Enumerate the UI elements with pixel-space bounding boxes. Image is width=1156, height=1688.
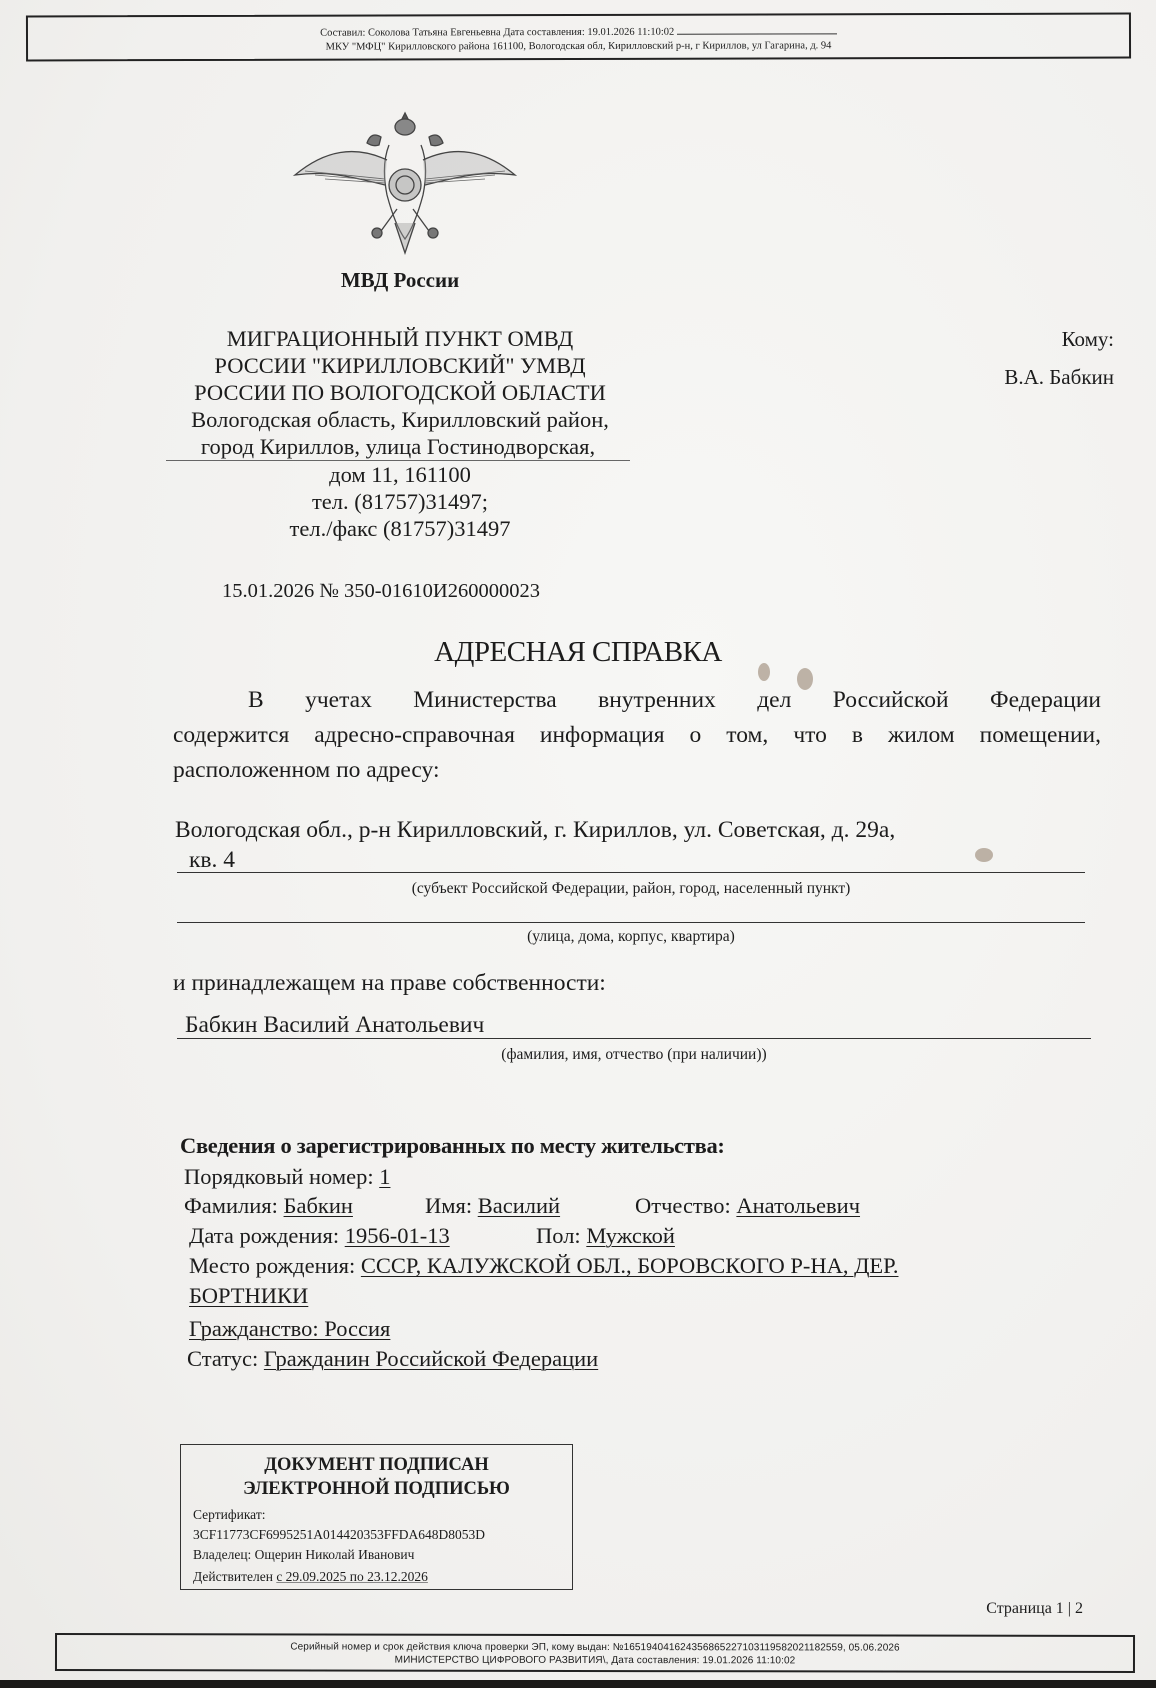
- issuer-address-line: Вологодская область, Кирилловский район,: [191, 407, 609, 432]
- field-label: Дата рождения:: [189, 1223, 340, 1248]
- birthplace-continuation: [189, 1283, 308, 1309]
- address-line: кв. 4: [189, 847, 236, 873]
- field-label: Место рождения:: [189, 1253, 356, 1278]
- first-name-field: [425, 1193, 560, 1219]
- street-underline: [177, 922, 1085, 923]
- field-label: Пол:: [536, 1223, 581, 1248]
- intro-line: содержится адресно-справочная информация о том, что в жилом помещении,: [173, 722, 1101, 748]
- compiled-by-box: [26, 13, 1131, 62]
- field-label: Порядковый номер:: [184, 1164, 374, 1189]
- field-value: Гражданство: Россия: [189, 1316, 391, 1341]
- double-headed-eagle-emblem-icon: [285, 105, 525, 265]
- issuer-phone: тел. (81757)31497;: [311, 489, 489, 514]
- certificate-owner: Владелец: Ощерин Николай Иванович: [193, 1547, 415, 1562]
- address-line: Вологодская обл., р-н Кирилловский, г. Кириллов, ул. Советская, д. 29а,: [175, 817, 896, 843]
- owner-underline: [177, 1038, 1091, 1039]
- certificate-label: Сертификат:: [193, 1507, 266, 1522]
- page-number: Страница 1 | 2: [986, 1600, 1083, 1617]
- sex-field: [536, 1223, 675, 1249]
- field-value: Мужской: [586, 1223, 675, 1248]
- owner-caption: (фамилия, имя, отчество (при наличии)): [501, 1046, 767, 1063]
- patronymic-field: [635, 1193, 860, 1219]
- certificate-validity: [193, 1569, 428, 1585]
- field-value: Бабкин: [283, 1193, 353, 1218]
- street-caption: (улица, дома, корпус, квартира): [527, 928, 735, 945]
- owner-name: Бабкин Василий Анатольевич: [185, 1012, 485, 1038]
- issuer-address-line: дом 11, 161100: [329, 462, 471, 487]
- validity-label: Действителен: [193, 1569, 277, 1584]
- field-value: СССР, КАЛУЖСКОЙ ОБЛ., БОРОВСКОГО Р-НА, ДЕР.: [360, 1253, 899, 1278]
- issuer-line: МИГРАЦИОННЫЙ ПУНКТ ОМВД: [226, 326, 574, 351]
- field-label: Статус:: [187, 1346, 259, 1371]
- status-field: [187, 1346, 598, 1372]
- document-title: АДРЕСНАЯ СПРАВКА: [434, 636, 722, 668]
- field-label: Отчество:: [635, 1193, 731, 1218]
- issuer-address-line: город Кириллов, улица Гостинодворская,: [166, 433, 630, 461]
- blank-line: [677, 23, 837, 34]
- agency-name: МВД России: [340, 268, 460, 292]
- validity-range: с 29.09.2025 по 23.12.2026: [276, 1569, 428, 1584]
- address-underline: [177, 872, 1085, 873]
- birth-date-field: [189, 1223, 450, 1249]
- birthplace-field: [189, 1253, 899, 1279]
- certificate-number: 3CF11773CF6995251A014420353FFDA648D8053D: [193, 1527, 486, 1542]
- compiled-by-text: Составил: Соколова Татьяна Евгеньевна Дата составления: 19.01.2026 11:10:02: [320, 26, 675, 39]
- citizenship-field: [189, 1316, 390, 1342]
- intro-line: В учетах Министерства внутренних дел Российской Федерации: [248, 687, 1101, 713]
- signature-heading: [181, 1453, 572, 1501]
- issuer-line: РОССИИ "КИРИЛЛОВСКИЙ" УМВД: [214, 353, 586, 378]
- field-value: 1: [379, 1164, 391, 1189]
- recipient-label: Кому:: [1061, 327, 1114, 351]
- issuer-block: [160, 325, 640, 542]
- address-caption: (субъект Российской Федерации, район, город, населенный пункт): [411, 880, 851, 897]
- intro-paragraph: [173, 683, 1101, 788]
- mfc-address-text: МКУ "МФЦ" Кирилловского района 161100, Вологодская обл, Кирилловский р-н, г Кириллов, ул Гагарина, д. 94: [325, 40, 832, 53]
- ordinal-number-field: [184, 1164, 390, 1190]
- issuer-fax: тел./факс (81757)31497: [289, 516, 511, 541]
- background-surface: [0, 1680, 1156, 1688]
- signature-heading-line: ДОКУМЕНТ ПОДПИСАН: [264, 1455, 489, 1475]
- verification-key-line: Серийный номер и срок действия ключа проверки ЭП, кому выдан: №165194041624356865227103119582021182559, 05.06.2026: [290, 1641, 900, 1654]
- ministry-line: МИНИСТЕРСТВО ЦИФРОВОГО РАЗВИТИЯ\, Дата составления: 19.01.2026 11:10:02: [394, 1654, 796, 1667]
- verification-key-box: [55, 1633, 1135, 1673]
- field-value: Анатольевич: [736, 1193, 861, 1218]
- field-value: Гражданин Российской Федерации: [263, 1346, 599, 1371]
- ownership-intro: и принадлежащем на праве собственности:: [173, 970, 606, 996]
- registration-number: 15.01.2026 № 350-01610И260000023: [222, 580, 540, 602]
- field-value: Василий: [477, 1193, 561, 1218]
- property-address: [175, 815, 1090, 875]
- surname-field: [184, 1193, 353, 1219]
- field-label: Фамилия:: [184, 1193, 278, 1218]
- field-label: Имя:: [425, 1193, 473, 1218]
- intro-line: расположенном по адресу:: [173, 757, 440, 783]
- stain: [758, 663, 770, 681]
- registered-section-title: Сведения о зарегистрированных по месту жительства:: [180, 1133, 725, 1158]
- recipient-name: В.А. Бабкин: [1004, 365, 1114, 389]
- recipient-block: [1004, 320, 1114, 396]
- field-value: 1956-01-13: [344, 1223, 450, 1248]
- signature-heading-line: ЭЛЕКТРОННОЙ ПОДПИСЬЮ: [243, 1479, 510, 1499]
- issuer-line: РОССИИ ПО ВОЛОГОДСКОЙ ОБЛАСТИ: [194, 380, 606, 405]
- field-value: БОРТНИКИ: [189, 1283, 309, 1308]
- electronic-signature-stamp: [180, 1444, 573, 1590]
